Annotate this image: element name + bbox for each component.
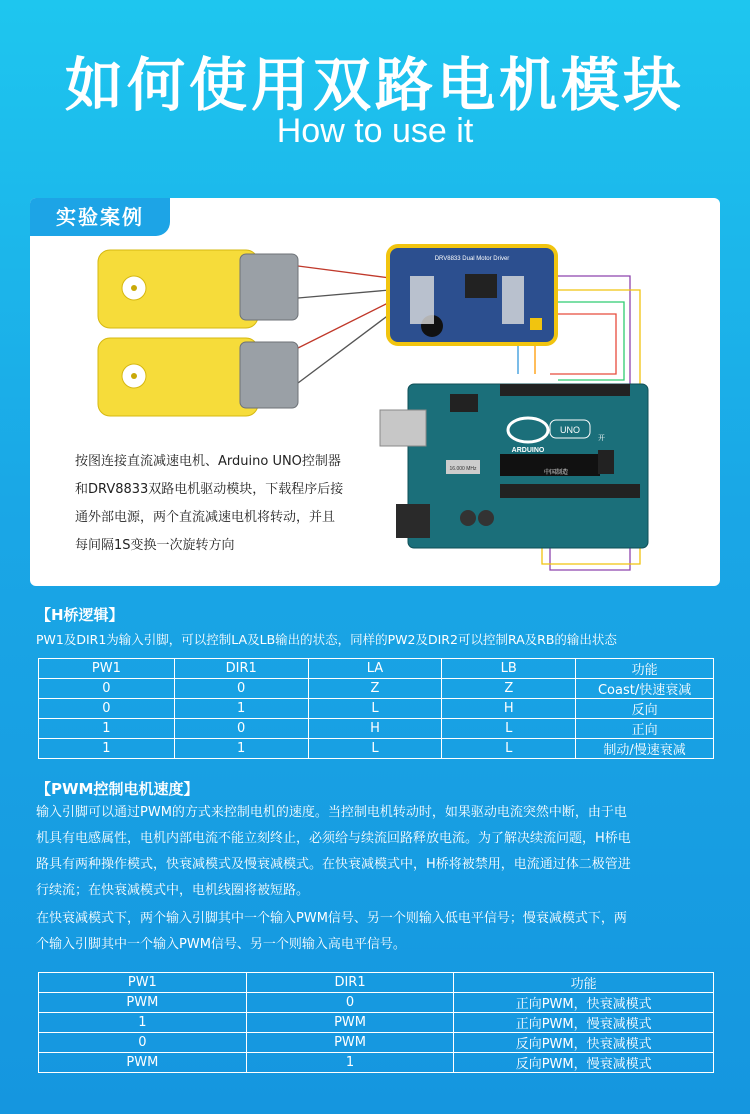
motor-2: [98, 338, 298, 416]
crystal-label: 16.000 MHz: [449, 466, 477, 472]
experiment-description: [75, 448, 395, 560]
page-subtitle: How to use it: [276, 112, 474, 150]
uno-label: UNO: [560, 425, 580, 435]
table-header: 功能: [576, 659, 714, 679]
table-cell: 0: [39, 699, 175, 719]
pwm-paragraph-1: [36, 800, 726, 904]
pwm-table: [38, 972, 714, 1073]
pwm-title: 【PWM控制电机速度】: [36, 780, 199, 798]
description-line: 通外部电源，两个直流减速电机将转动，并且: [75, 510, 336, 525]
table-cell: L: [442, 739, 576, 759]
table-row: [39, 719, 714, 739]
experiment-tag: 实验案例: [30, 198, 170, 236]
pwm-paragraph-2: [36, 906, 726, 958]
driver-board: [388, 246, 556, 344]
table-cell: 1: [39, 1013, 247, 1033]
table-cell: 0: [39, 679, 175, 699]
table-header-row: [39, 973, 714, 993]
table-cell: 1: [246, 1053, 454, 1073]
wire-motor1-a: [298, 266, 390, 278]
table-header: 功能: [454, 973, 714, 993]
paragraph-line: 机具有电感属性，电机内部电流不能立刻终止，必须给与续流回路释放电流。为了解决续流问题，H桥电: [36, 831, 631, 846]
table-cell: PWM: [39, 1053, 247, 1073]
table-header-row: [39, 659, 714, 679]
description-line: 按图连接直流减速电机、Arduino UNO控制器: [75, 454, 341, 469]
table-cell: L: [308, 739, 442, 759]
table-cell: 0: [39, 1033, 247, 1053]
table-cell: 1: [174, 699, 308, 719]
paragraph-line: 行续流；在快衰减模式中，电机线圈将被短路。: [36, 883, 310, 898]
table-row: [39, 699, 714, 719]
table-cell: 0: [174, 679, 308, 699]
table-row: [39, 739, 714, 759]
hbridge-text: PW1及DIR1为输入引脚，可以控制LA及LB输出的状态，同样的PW2及DIR2可以控制RA及RB的输出状态: [36, 632, 617, 647]
page-title: 如何使用双路电机模块: [64, 51, 685, 119]
power-jack: [396, 504, 430, 538]
usb-port: [380, 410, 426, 446]
table-cell: 反向PWM，慢衰减模式: [454, 1053, 714, 1073]
arduino-label: ARDUINO: [511, 447, 545, 454]
table-header: PW1: [39, 659, 175, 679]
table-cell: H: [442, 699, 576, 719]
paragraph-line: 个输入引脚其中一个输入PWM信号、另一个则输入高电平信号。: [36, 937, 406, 952]
table-cell: Coast/快速衰减: [576, 679, 714, 699]
table-cell: 正向PWM，慢衰减模式: [454, 1013, 714, 1033]
table-cell: Z: [442, 679, 576, 699]
on-label: 开: [598, 434, 605, 442]
table-cell: 正向: [576, 719, 714, 739]
table-header: LA: [308, 659, 442, 679]
table-cell: 0: [246, 993, 454, 1013]
table-row: [39, 993, 714, 1013]
table-row: [39, 1053, 714, 1073]
table-cell: 1: [39, 739, 175, 759]
table-header: PW1: [39, 973, 247, 993]
table-header: LB: [442, 659, 576, 679]
wire-4: [550, 314, 616, 374]
table-row: [39, 1013, 714, 1033]
description-line: 每间隔1S变换一次旋转方向: [75, 538, 235, 553]
table-cell: 1: [174, 739, 308, 759]
table-cell: 制动/慢速衰减: [576, 739, 714, 759]
motor-1: [98, 250, 298, 328]
paragraph-line: 路具有两种操作模式，快衰减模式及慢衰减模式。在快衰减模式中，H桥将被禁用，电流通过体二极管进: [36, 857, 631, 872]
table-cell: 反向PWM，快衰减模式: [454, 1033, 714, 1053]
hbridge-table: [38, 658, 714, 759]
hbridge-title: 【H桥逻辑】: [36, 606, 124, 624]
driver-label: DRV8833 Dual Motor Driver: [434, 256, 510, 262]
table-cell: L: [308, 699, 442, 719]
table-cell: 0: [174, 719, 308, 739]
table-header: DIR1: [246, 973, 454, 993]
table-cell: PWM: [246, 1013, 454, 1033]
wire-motor1-b: [298, 290, 390, 298]
table-header: DIR1: [174, 659, 308, 679]
table-row: [39, 1033, 714, 1053]
table-cell: L: [442, 719, 576, 739]
paragraph-line: 输入引脚可以通过PWM的方式来控制电机的速度。当控制电机转动时，如果驱动电流突然中断，由于电: [36, 805, 627, 820]
table-cell: PWM: [39, 993, 247, 1013]
table-cell: PWM: [246, 1033, 454, 1053]
table-cell: 正向PWM，快衰减模式: [454, 993, 714, 1013]
table-cell: H: [308, 719, 442, 739]
table-row: [39, 679, 714, 699]
table-cell: Z: [308, 679, 442, 699]
made-in-label: 中国制造: [543, 469, 569, 476]
arduino-board: [380, 384, 648, 548]
table-cell: 1: [39, 719, 175, 739]
description-line: 和DRV8833双路电机驱动模块，下载程序后接: [75, 482, 344, 497]
table-cell: 反向: [576, 699, 714, 719]
paragraph-line: 在快衰减模式下，两个输入引脚其中一个输入PWM信号、另一个则输入低电平信号；慢衰减模式下，两: [36, 911, 627, 926]
